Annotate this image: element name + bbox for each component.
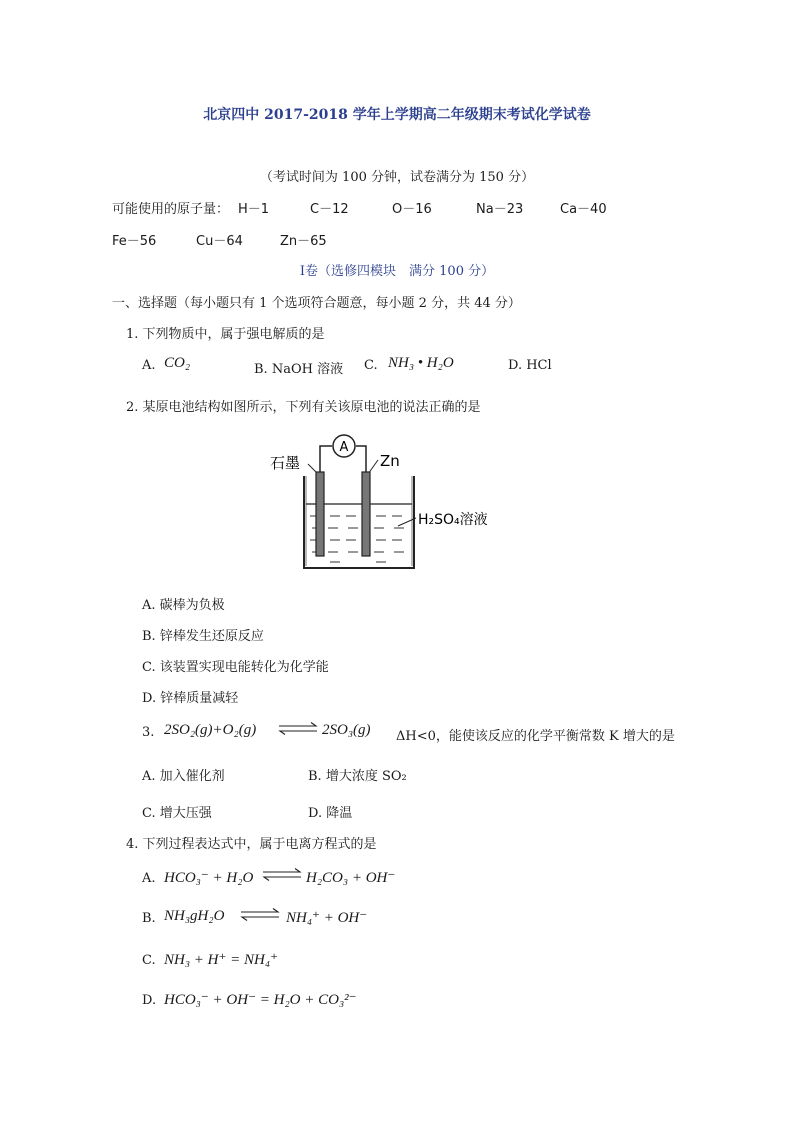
q4-option-a-right: H₂CO₃ + OH⁻: [306, 870, 396, 886]
mass-na: Na－23: [476, 202, 524, 217]
exam-subtitle: （考试时间为 100 分钟，试卷满分为 150 分）: [259, 170, 535, 185]
electrode-left-label: 石墨: [270, 454, 301, 472]
q2-option-a: A. 碳棒为负极: [142, 598, 225, 613]
q4-option-b-right: NH₄⁺ + OH⁻: [286, 910, 368, 926]
q4-option-c-eq: NH₃ + H⁺ = NH₄⁺: [164, 952, 279, 968]
right-wire: [356, 446, 366, 474]
mass-fe: Fe－56: [112, 234, 157, 249]
mass-cu: Cu－64: [196, 234, 243, 249]
q2-option-b: B. 锌棒发生还原反应: [142, 629, 264, 644]
q3-equation-right: 2SO₃(g): [322, 722, 371, 738]
equilibrium-arrow-icon: [240, 908, 280, 922]
q4-option-b-left: NH₃gH₂O: [164, 908, 225, 924]
q2-stem: 2. 某原电池结构如图所示，下列有关该原电池的说法正确的是: [126, 400, 481, 415]
equilibrium-arrow-icon: [278, 722, 318, 736]
q3-option-d: D. 降温: [308, 806, 353, 821]
q4-option-d-eq: HCO₃⁻ + OH⁻ = H₂O + CO₃²⁻: [164, 992, 357, 1008]
q1-option-c-formula: NH₃ • H₂O: [388, 355, 454, 371]
galvanic-cell-diagram: [268, 428, 538, 576]
q3-condition: ΔH<0，能使该反应的化学平衡常数 K 增大的是: [396, 729, 675, 744]
atomic-masses-label: 可能使用的原子量：: [112, 202, 230, 217]
part-title: Ⅰ卷（选修四模块 满分 100 分）: [299, 264, 495, 279]
q4-option-b-label: B.: [142, 911, 156, 926]
mass-h: H－1: [238, 202, 270, 217]
q1-option-b: B. NaOH 溶液: [254, 362, 344, 377]
q2-option-c: C. 该装置实现电能转化为化学能: [142, 660, 329, 675]
q2-option-d: D. 锌棒质量减轻: [142, 691, 239, 706]
zinc-electrode: [362, 472, 370, 556]
mass-c: C－12: [310, 202, 349, 217]
q3-option-b: B. 增大浓度 SO₂: [308, 769, 407, 784]
q1-option-a-formula: CO₂: [164, 355, 191, 371]
q4-stem: 4. 下列过程表达式中，属于电离方程式的是: [126, 837, 377, 852]
q1-option-c-label: C.: [364, 358, 378, 373]
mass-o: O－16: [392, 202, 432, 217]
mass-zn: Zn－65: [280, 234, 327, 249]
equilibrium-arrow-icon: [262, 868, 302, 882]
q4-option-a-left: HCO₃⁻ + H₂O: [164, 870, 254, 886]
mass-ca: Ca－40: [560, 202, 607, 217]
q1-option-d: D. HCl: [508, 358, 552, 373]
q3-equation-left: 2SO₂(g)+O₂(g): [164, 722, 257, 738]
q3-option-c: C. 增大压强: [142, 806, 212, 821]
electrode-right-label: Zn: [380, 452, 400, 470]
left-wire: [320, 446, 332, 474]
q4-option-a-label: A.: [142, 871, 156, 886]
exam-title: 北京四中 2017-2018 学年上学期高二年级期末考试化学试卷: [203, 107, 591, 123]
q1-option-a-label: A.: [142, 358, 156, 373]
q3-number: 3.: [142, 725, 155, 740]
q1-stem: 1. 下列物质中，属于强电解质的是: [126, 327, 325, 342]
q4-option-c-label: C.: [142, 953, 156, 968]
ammeter-label: A: [339, 440, 349, 455]
graphite-electrode: [316, 472, 324, 556]
section-title: 一、选择题（每小题只有 1 个选项符合题意，每小题 2 分，共 44 分）: [112, 296, 521, 311]
q4-option-d-label: D.: [142, 993, 157, 1008]
solution-label: H₂SO₄溶液: [418, 512, 488, 528]
q3-option-a: A. 加入催化剂: [142, 769, 225, 784]
